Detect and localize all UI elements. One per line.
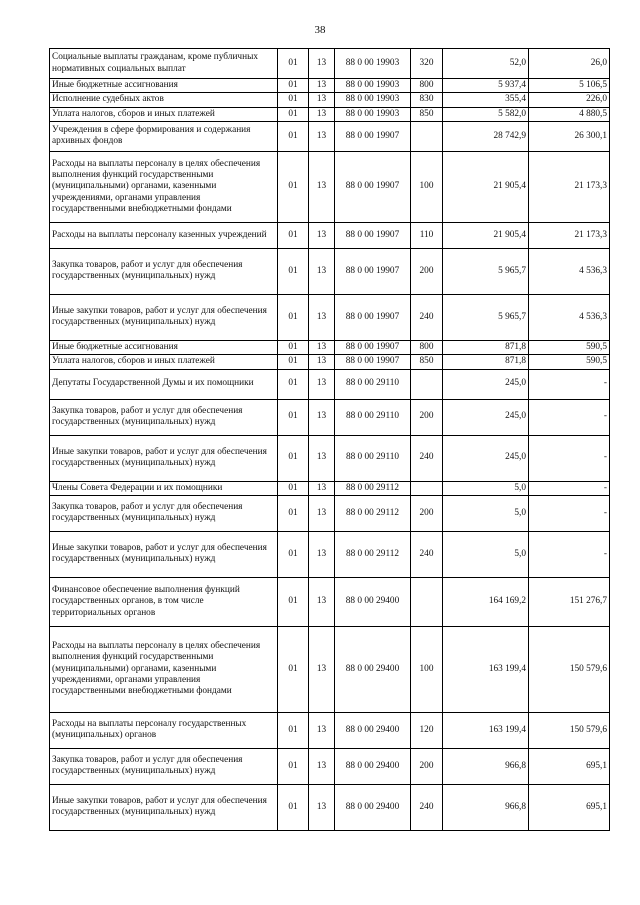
amount-year1-cell: 871,8: [443, 340, 529, 354]
amount-year2-cell: -: [529, 435, 610, 481]
table-row: [50, 248, 610, 294]
expense-type-cell: [411, 481, 443, 495]
row-name-cell: Иные закупки товаров, работ и услуг для обеспечения государственных (муниципальных) нужд: [50, 531, 278, 577]
target-article-cell: 88 0 00 29112: [335, 495, 411, 531]
target-article-cell: 88 0 00 19903: [335, 49, 411, 79]
amount-year2-cell: -: [529, 495, 610, 531]
subsection-code-cell: 13: [309, 248, 335, 294]
row-name-cell: Иные закупки товаров, работ и услуг для обеспечения государственных (муниципальных) нужд: [50, 294, 278, 340]
row-name-cell: Учреждения в сфере формирования и содержания архивных фондов: [50, 121, 278, 151]
section-code-cell: 01: [278, 748, 309, 784]
page-number: 38: [314, 24, 326, 36]
amount-year1-cell: 163 199,4: [443, 626, 529, 712]
subsection-code-cell: 13: [309, 712, 335, 748]
row-name-cell: Финансовое обеспечение выполнения функций государственных органов, в том числе территориальных органов: [50, 577, 278, 626]
amount-year2-cell: 4 536,3: [529, 248, 610, 294]
section-code-cell: 01: [278, 340, 309, 354]
amount-year1-cell: 5,0: [443, 531, 529, 577]
amount-year1-cell: 5 582,0: [443, 107, 529, 121]
amount-year1-cell: 966,8: [443, 748, 529, 784]
section-code-cell: 01: [278, 294, 309, 340]
target-article-cell: 88 0 00 29110: [335, 435, 411, 481]
row-name-cell: Иные бюджетные ассигнования: [50, 340, 278, 354]
target-article-cell: 88 0 00 19907: [335, 355, 411, 369]
amount-year2-cell: 5 106,5: [529, 79, 610, 93]
row-name-cell: Расходы на выплаты персоналу в целях обеспечения выполнения функций государственными (муниципальными) органами, казенными учреждениями, органами управления государственными внебюджетными фондами: [50, 626, 278, 712]
expense-type-cell: 100: [411, 626, 443, 712]
amount-year1-cell: 5 965,7: [443, 294, 529, 340]
amount-year2-cell: 26 300,1: [529, 121, 610, 151]
target-article-cell: 88 0 00 29400: [335, 748, 411, 784]
section-code-cell: 01: [278, 355, 309, 369]
subsection-code-cell: 13: [309, 626, 335, 712]
table-row: [50, 107, 610, 121]
amount-year1-cell: 28 742,9: [443, 121, 529, 151]
expense-type-cell: 200: [411, 748, 443, 784]
expense-type-cell: 120: [411, 712, 443, 748]
amount-year2-cell: 150 579,6: [529, 712, 610, 748]
row-name-cell: Закупка товаров, работ и услуг для обеспечения государственных (муниципальных) нужд: [50, 248, 278, 294]
target-article-cell: 88 0 00 29110: [335, 399, 411, 435]
target-article-cell: 88 0 00 29112: [335, 531, 411, 577]
section-code-cell: 01: [278, 435, 309, 481]
section-code-cell: 01: [278, 495, 309, 531]
section-code-cell: 01: [278, 49, 309, 79]
amount-year2-cell: 590,5: [529, 355, 610, 369]
amount-year2-cell: 26,0: [529, 49, 610, 79]
amount-year1-cell: 355,4: [443, 93, 529, 107]
target-article-cell: 88 0 00 19903: [335, 93, 411, 107]
row-name-cell: Закупка товаров, работ и услуг для обеспечения государственных (муниципальных) нужд: [50, 495, 278, 531]
target-article-cell: 88 0 00 29400: [335, 577, 411, 626]
amount-year2-cell: 590,5: [529, 340, 610, 354]
row-name-cell: Иные закупки товаров, работ и услуг для обеспечения государственных (муниципальных) нужд: [50, 784, 278, 830]
expense-type-cell: 200: [411, 399, 443, 435]
expense-type-cell: 850: [411, 355, 443, 369]
row-name-cell: Расходы на выплаты персоналу казенных учреждений: [50, 222, 278, 248]
amount-year1-cell: 966,8: [443, 784, 529, 830]
subsection-code-cell: 13: [309, 49, 335, 79]
subsection-code-cell: 13: [309, 495, 335, 531]
amount-year1-cell: 245,0: [443, 399, 529, 435]
amount-year2-cell: 4 536,3: [529, 294, 610, 340]
table-row: [50, 399, 610, 435]
amount-year1-cell: 5,0: [443, 481, 529, 495]
row-name-cell: Социальные выплаты гражданам, кроме публичных нормативных социальных выплат: [50, 49, 278, 79]
row-name-cell: Уплата налогов, сборов и иных платежей: [50, 355, 278, 369]
table-row: [50, 121, 610, 151]
table-row: [50, 222, 610, 248]
amount-year2-cell: 150 579,6: [529, 626, 610, 712]
table-row: [50, 151, 610, 222]
target-article-cell: 88 0 00 29400: [335, 712, 411, 748]
amount-year2-cell: 695,1: [529, 784, 610, 830]
section-code-cell: 01: [278, 712, 309, 748]
table-row: [50, 369, 610, 399]
row-name-cell: Расходы на выплаты персоналу государственных (муниципальных) органов: [50, 712, 278, 748]
amount-year1-cell: 5 965,7: [443, 248, 529, 294]
target-article-cell: 88 0 00 29112: [335, 481, 411, 495]
subsection-code-cell: 13: [309, 784, 335, 830]
section-code-cell: 01: [278, 369, 309, 399]
section-code-cell: 01: [278, 93, 309, 107]
target-article-cell: 88 0 00 19907: [335, 222, 411, 248]
row-name-cell: Расходы на выплаты персоналу в целях обеспечения выполнения функций государственными (муниципальными) органами, казенными учреждениями, органами управления государственными внебюджетными фондами: [50, 151, 278, 222]
row-name-cell: Депутаты Государственной Думы и их помощники: [50, 369, 278, 399]
amount-year1-cell: 21 905,4: [443, 222, 529, 248]
row-name-cell: Закупка товаров, работ и услуг для обеспечения государственных (муниципальных) нужд: [50, 748, 278, 784]
row-name-cell: Исполнение судебных актов: [50, 93, 278, 107]
amount-year1-cell: 52,0: [443, 49, 529, 79]
section-code-cell: 01: [278, 784, 309, 830]
target-article-cell: 88 0 00 19907: [335, 248, 411, 294]
expense-type-cell: 850: [411, 107, 443, 121]
expense-type-cell: 240: [411, 784, 443, 830]
subsection-code-cell: 13: [309, 355, 335, 369]
table-row: [50, 626, 610, 712]
section-code-cell: 01: [278, 577, 309, 626]
section-code-cell: 01: [278, 399, 309, 435]
subsection-code-cell: 13: [309, 435, 335, 481]
subsection-code-cell: 13: [309, 121, 335, 151]
expense-type-cell: 240: [411, 531, 443, 577]
expense-type-cell: 240: [411, 435, 443, 481]
section-code-cell: 01: [278, 248, 309, 294]
section-code-cell: 01: [278, 626, 309, 712]
subsection-code-cell: 13: [309, 531, 335, 577]
table-row: [50, 577, 610, 626]
subsection-code-cell: 13: [309, 399, 335, 435]
subsection-code-cell: 13: [309, 577, 335, 626]
table-row: [50, 435, 610, 481]
table-row: [50, 355, 610, 369]
subsection-code-cell: 13: [309, 151, 335, 222]
amount-year2-cell: -: [529, 481, 610, 495]
target-article-cell: 88 0 00 19907: [335, 340, 411, 354]
target-article-cell: 88 0 00 19907: [335, 121, 411, 151]
amount-year2-cell: -: [529, 399, 610, 435]
expense-type-cell: 110: [411, 222, 443, 248]
table-row: [50, 495, 610, 531]
expense-type-cell: 800: [411, 79, 443, 93]
row-name-cell: Иные бюджетные ассигнования: [50, 79, 278, 93]
expense-type-cell: [411, 121, 443, 151]
amount-year2-cell: 21 173,3: [529, 151, 610, 222]
amount-year1-cell: 871,8: [443, 355, 529, 369]
target-article-cell: 88 0 00 29400: [335, 626, 411, 712]
table-row: [50, 531, 610, 577]
expense-type-cell: 320: [411, 49, 443, 79]
subsection-code-cell: 13: [309, 107, 335, 121]
amount-year2-cell: 226,0: [529, 93, 610, 107]
table-row: [50, 481, 610, 495]
amount-year1-cell: 5 937,4: [443, 79, 529, 93]
table-row: [50, 712, 610, 748]
section-code-cell: 01: [278, 222, 309, 248]
subsection-code-cell: 13: [309, 222, 335, 248]
expense-type-cell: [411, 577, 443, 626]
target-article-cell: 88 0 00 29400: [335, 784, 411, 830]
section-code-cell: 01: [278, 121, 309, 151]
table-row: [50, 748, 610, 784]
table-row: [50, 93, 610, 107]
budget-table: [49, 48, 610, 831]
section-code-cell: 01: [278, 107, 309, 121]
row-name-cell: Иные закупки товаров, работ и услуг для обеспечения государственных (муниципальных) нужд: [50, 435, 278, 481]
subsection-code-cell: 13: [309, 369, 335, 399]
target-article-cell: 88 0 00 19907: [335, 294, 411, 340]
amount-year2-cell: 21 173,3: [529, 222, 610, 248]
expense-type-cell: 100: [411, 151, 443, 222]
section-code-cell: 01: [278, 531, 309, 577]
table-row: [50, 294, 610, 340]
row-name-cell: Закупка товаров, работ и услуг для обеспечения государственных (муниципальных) нужд: [50, 399, 278, 435]
expense-type-cell: 240: [411, 294, 443, 340]
amount-year1-cell: 164 169,2: [443, 577, 529, 626]
row-name-cell: Уплата налогов, сборов и иных платежей: [50, 107, 278, 121]
table-row: [50, 784, 610, 830]
table-row: [50, 49, 610, 79]
target-article-cell: 88 0 00 29110: [335, 369, 411, 399]
subsection-code-cell: 13: [309, 93, 335, 107]
expense-type-cell: 200: [411, 495, 443, 531]
section-code-cell: 01: [278, 79, 309, 93]
amount-year2-cell: -: [529, 369, 610, 399]
subsection-code-cell: 13: [309, 748, 335, 784]
table-row: [50, 79, 610, 93]
section-code-cell: 01: [278, 481, 309, 495]
expense-type-cell: [411, 369, 443, 399]
amount-year1-cell: 245,0: [443, 369, 529, 399]
amount-year1-cell: 21 905,4: [443, 151, 529, 222]
amount-year1-cell: 5,0: [443, 495, 529, 531]
subsection-code-cell: 13: [309, 294, 335, 340]
amount-year2-cell: 695,1: [529, 748, 610, 784]
expense-type-cell: 800: [411, 340, 443, 354]
target-article-cell: 88 0 00 19907: [335, 151, 411, 222]
subsection-code-cell: 13: [309, 481, 335, 495]
subsection-code-cell: 13: [309, 340, 335, 354]
target-article-cell: 88 0 00 19903: [335, 107, 411, 121]
budget-table-body: [50, 49, 610, 831]
target-article-cell: 88 0 00 19903: [335, 79, 411, 93]
amount-year2-cell: 4 880,5: [529, 107, 610, 121]
amount-year2-cell: -: [529, 531, 610, 577]
expense-type-cell: 830: [411, 93, 443, 107]
amount-year1-cell: 245,0: [443, 435, 529, 481]
section-code-cell: 01: [278, 151, 309, 222]
row-name-cell: Члены Совета Федерации и их помощники: [50, 481, 278, 495]
table-row: [50, 340, 610, 354]
amount-year2-cell: 151 276,7: [529, 577, 610, 626]
subsection-code-cell: 13: [309, 79, 335, 93]
amount-year1-cell: 163 199,4: [443, 712, 529, 748]
expense-type-cell: 200: [411, 248, 443, 294]
